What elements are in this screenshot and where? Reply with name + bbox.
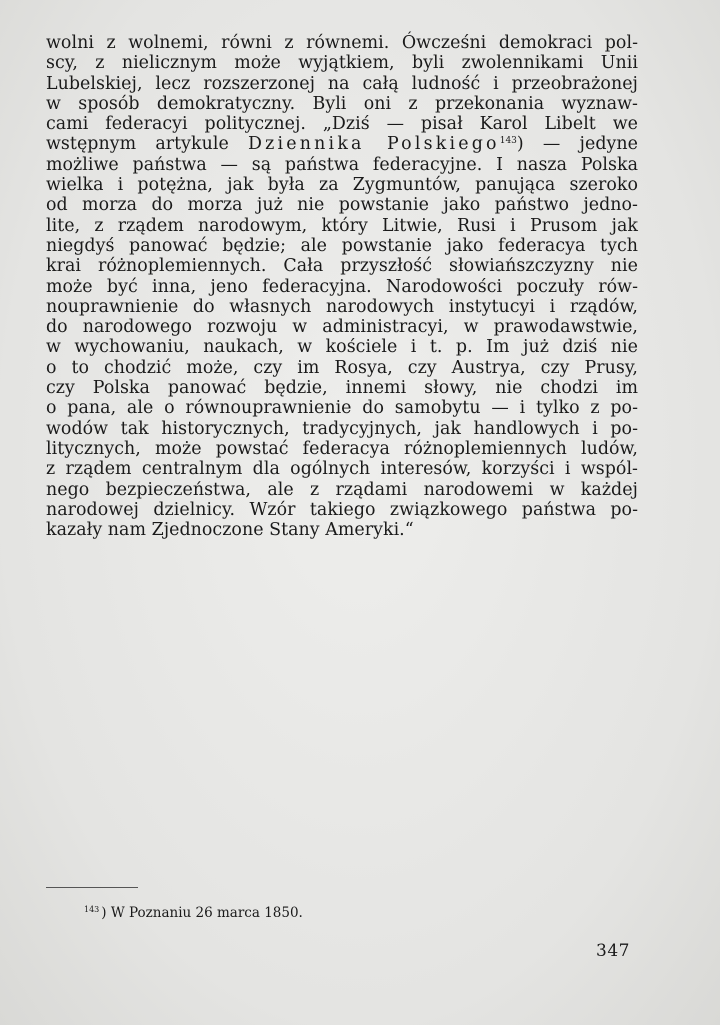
text-line-24: narodowej dzielnicy. Wzór takiego związkowego państwa po- [46, 499, 638, 520]
text-line-21: litycznych, może powstać federacya różnoplemiennych ludów, [46, 438, 638, 459]
text-line-5: cami federacyi politycznej. „Dziś — pisał Karol Libelt we [46, 114, 638, 135]
page-number: 347 [596, 941, 630, 961]
footnote [84, 905, 303, 921]
text-line-20: wodów tak historycznych, tradycyjnych, jak handlowych i po- [46, 418, 638, 439]
text-line-18: czy Polska panować będzie, innemi słowy, nie chodzi im [46, 378, 638, 399]
text-line-12: krai różnoplemiennych. Cała przyszłość słowiańszczyzny nie [46, 256, 638, 277]
text-line-10: lite, z rządem narodowym, który Litwie, Rusi i Prusom jak [46, 215, 638, 236]
footnote-ref: 143 [499, 136, 517, 147]
line6-before: wstępnym artykule [46, 134, 248, 155]
text-line-19: o pana, ale o równouprawnienie do samobytu — i tylko z po- [46, 398, 638, 419]
footnote-text: ) W Poznaniu 26 marca 1850. [101, 905, 303, 921]
text-line-25: kazały nam Zjednoczone Stany Ameryki.“ [46, 520, 414, 541]
text-line-6 [46, 134, 638, 154]
footnote-divider [46, 887, 138, 888]
text-line-3: Lubelskiej, lecz rozszerzonej na całą ludność i przeobrażonej [46, 73, 638, 94]
text-line-7: możliwe państwa — są państwa federacyjne. I nasza Polska [46, 154, 638, 175]
text-line-2: scy, z nielicznym może wyjątkiem, byli zwolennikami Unii [46, 53, 638, 74]
text-line-23: nego bezpieczeństwa, ale z rządami narodowemi w każdej [46, 479, 638, 500]
text-line-13: może być inna, jeno federacyjna. Narodowości poczuły rów- [46, 276, 638, 297]
text-line-8: wielka i potężna, jak była za Zygmuntów, panująca szeroko [46, 175, 638, 196]
text-line-1: wolni z wolnemi, równi z równemi. Ówcześni demokraci pol- [46, 33, 638, 53]
text-line-9: od morza do morza już nie powstanie jako państwo jedno- [46, 195, 638, 216]
text-line-14: nouprawnienie do własnych narodowych instytucyi i rządów, [46, 296, 638, 317]
text-line-16: w wychowaniu, naukach, w kościele i t. p. Im już dziś nie [46, 337, 638, 358]
footnote-number: 143 [84, 905, 100, 914]
text-line-22: z rządem centralnym dla ogólnych interesów, korzyści i wspól- [46, 459, 638, 480]
text-line-11: niegdyś panować będzie; ale powstanie jako federacya tych [46, 235, 638, 256]
line6-after: ) — jedyne [516, 134, 638, 155]
journal-title-spaced: Dziennika Polskiego [248, 134, 500, 155]
main-text-block [46, 33, 638, 540]
text-line-15: do narodowego rozwoju w administracyi, w prawodawstwie, [46, 317, 638, 338]
text-line-4: w sposób demokratyczny. Byli oni z przekonania wyznaw- [46, 93, 638, 114]
text-line-17: o to chodzić może, czy im Rosya, czy Austrya, czy Prusy, [46, 357, 638, 378]
